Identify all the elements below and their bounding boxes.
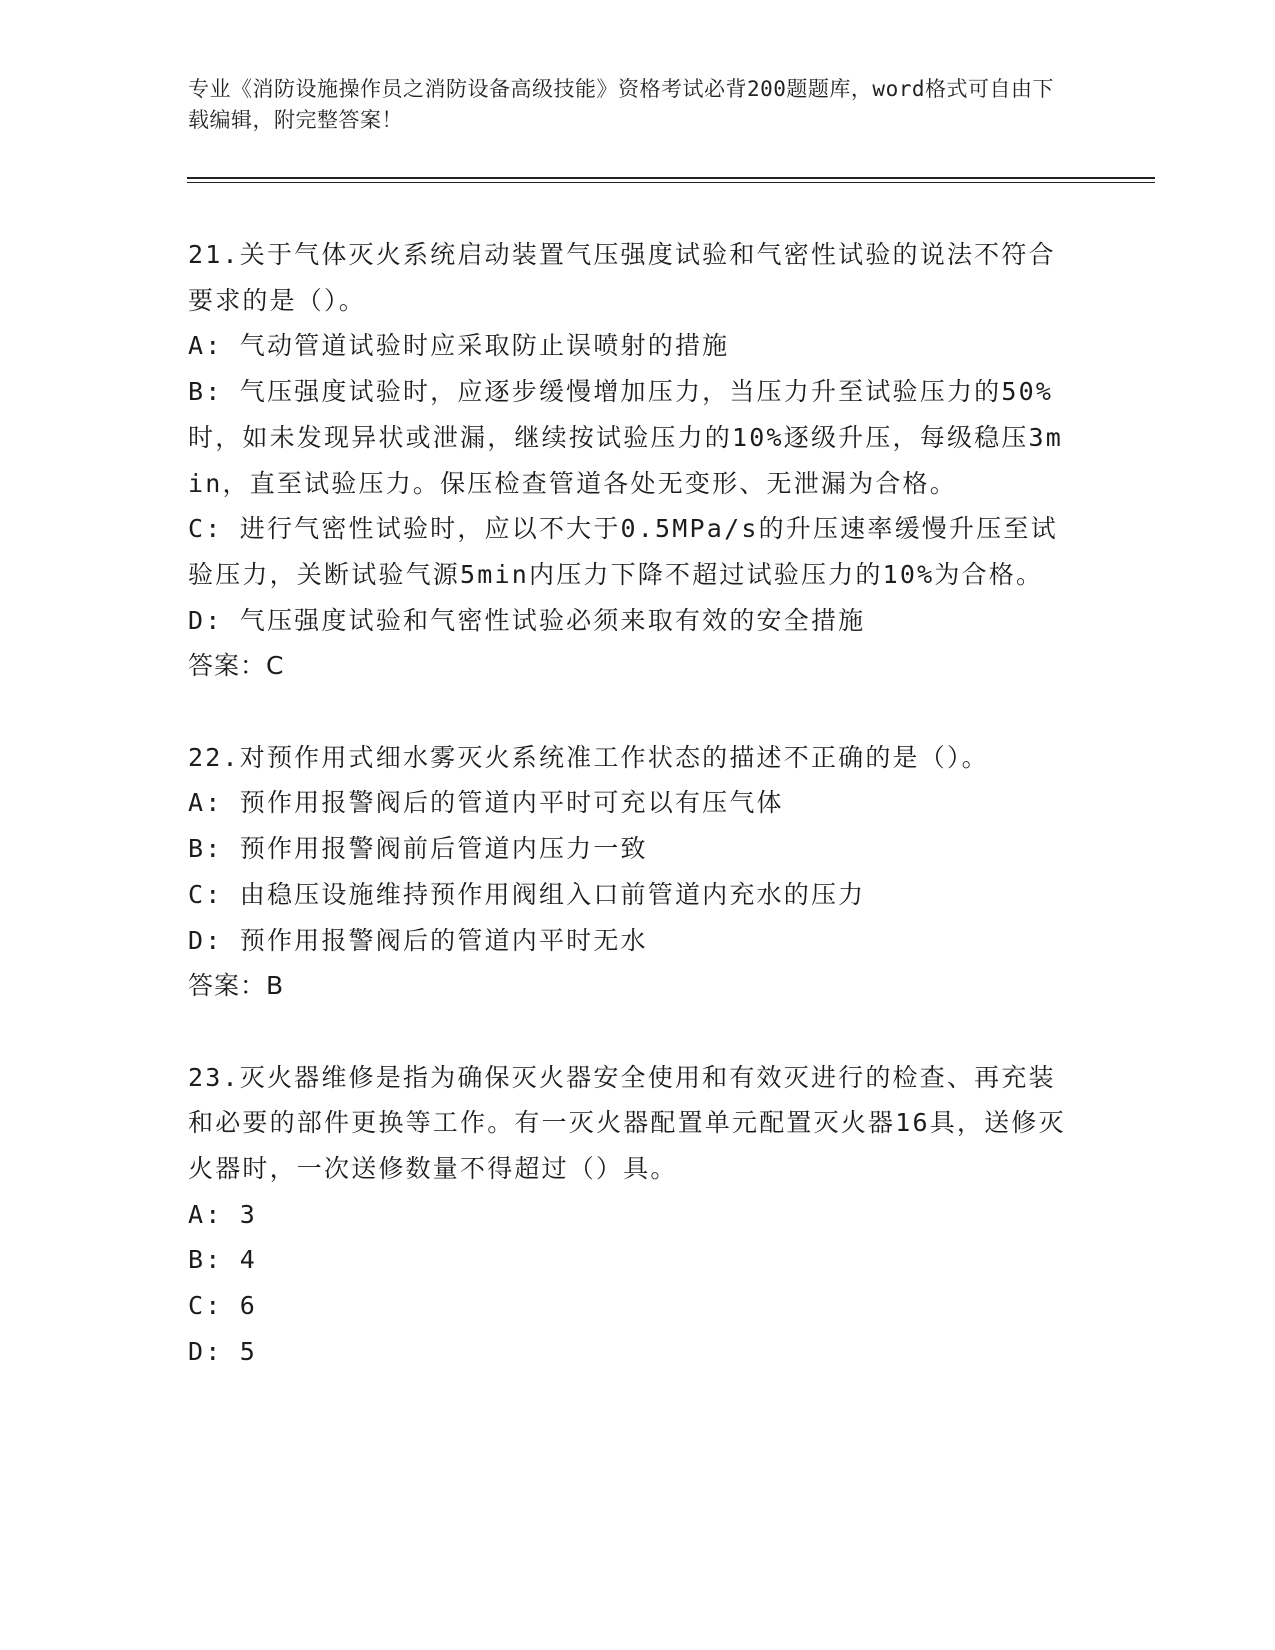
- header-divider-thin: [187, 182, 1155, 183]
- option-a: A: 预作用报警阀后的管道内平时可充以有压气体: [188, 788, 784, 818]
- question-stem: 22.对预作用式细水雾灭火系统准工作状态的描述不正确的是（）。: [188, 742, 989, 772]
- question-spacer: [188, 1009, 1068, 1055]
- option-d: D: 5: [188, 1336, 258, 1366]
- question-list: [188, 232, 1068, 1375]
- document-header: 专业《消防设施操作员之消防设备高级技能》资格考试必背200题题库，word格式可自由下载编辑，附完整答案！: [188, 77, 1054, 132]
- question-22: [188, 735, 1068, 1009]
- answer-label: 答案：B: [188, 971, 285, 1001]
- question-spacer: [188, 689, 1068, 735]
- answer-label: 答案：C: [188, 651, 285, 681]
- question-21: [188, 232, 1068, 689]
- option-b: B: 预作用报警阀前后管道内压力一致: [188, 834, 648, 864]
- option-c: C: 进行气密性试验时，应以不大于0.5MPa/s的升压速率缓慢升压至试验压力，关断试验气源5min内压力下降不超过试验压力的10%为合格。: [188, 514, 1058, 589]
- option-a: A: 3: [188, 1199, 258, 1229]
- header-divider-thick: [187, 177, 1155, 179]
- question-stem: 21.关于气体灭火系统启动装置气压强度试验和气密性试验的说法不符合要求的是（）。: [188, 240, 1056, 315]
- option-c: C: 由稳压设施维持预作用阀组入口前管道内充水的压力: [188, 879, 866, 909]
- option-b: B: 气压强度试验时，应逐步缓慢增加压力，当压力升至试验压力的50%时，如未发现异状或泄漏，继续按试验压力的10%逐级升压，每级稳压3min，直至试验压力。保压检查管道各处无变形、无泄漏为合格。: [188, 377, 1064, 498]
- question-23: [188, 1055, 1068, 1375]
- option-d: D: 气压强度试验和气密性试验必须来取有效的安全措施: [188, 605, 866, 635]
- option-c: C: 6: [188, 1291, 258, 1321]
- option-b: B: 4: [188, 1245, 258, 1275]
- option-d: D: 预作用报警阀后的管道内平时无水: [188, 925, 648, 955]
- question-stem: 23.灭火器维修是指为确保灭火器安全使用和有效灭进行的检查、再充装和必要的部件更换等工作。有一灭火器配置单元配置灭火器16具，送修灭火器时，一次送修数量不得超过（）具。: [188, 1062, 1066, 1184]
- option-a: A: 气动管道试验时应采取防止误喷射的措施: [188, 331, 730, 361]
